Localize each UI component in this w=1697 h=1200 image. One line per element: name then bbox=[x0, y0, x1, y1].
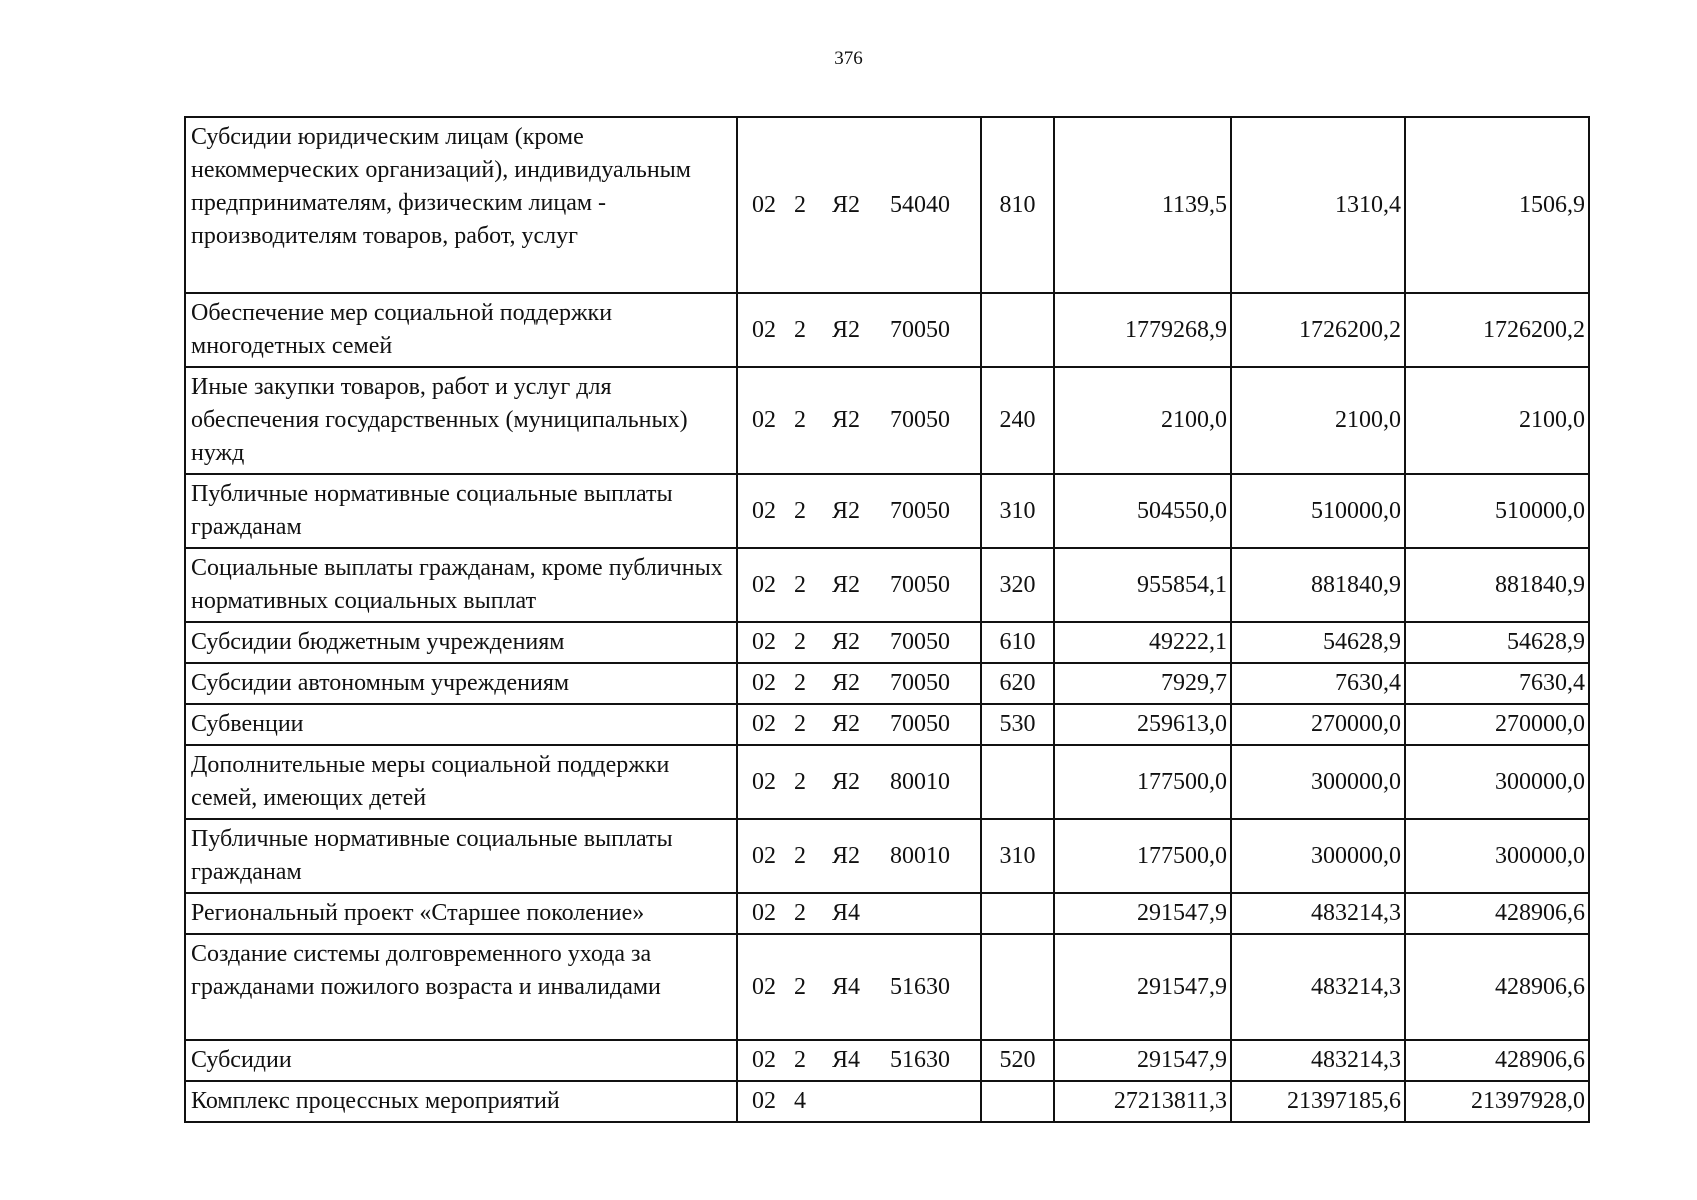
code-part-c4: 70050 bbox=[890, 571, 950, 598]
code-part-c3: Я2 bbox=[832, 407, 861, 433]
row-name: Региональный проект «Старшее поколение» bbox=[185, 893, 737, 934]
code-part-c2: 2 bbox=[794, 571, 806, 598]
table-row bbox=[185, 117, 1589, 293]
row-expense-type bbox=[981, 1081, 1054, 1122]
row-name: Комплекс процессных мероприятий bbox=[185, 1081, 737, 1122]
code-part-c3: Я2 bbox=[832, 497, 861, 524]
code-part-c1: 02 bbox=[752, 1047, 776, 1073]
row-code bbox=[737, 893, 981, 934]
code-part-c3: Я2 bbox=[832, 768, 861, 795]
row-value-2: 7630,4 bbox=[1231, 663, 1405, 704]
code-part-c4: 80010 bbox=[890, 842, 950, 869]
code-part-c4: 54040 bbox=[890, 191, 950, 218]
row-name: Субсидии юридическим лицам (кроме некоммерческих организаций), индивидуальным предпринимателям, физическим лицам - производителям товаров, работ, услуг bbox=[185, 117, 737, 293]
row-code bbox=[737, 1081, 981, 1122]
budget-table-body bbox=[185, 117, 1589, 1122]
row-value-1: 49222,1 bbox=[1054, 622, 1231, 663]
row-value-2: 2100,0 bbox=[1231, 367, 1405, 474]
row-value-1: 177500,0 bbox=[1054, 819, 1231, 893]
code-part-c1: 02 bbox=[752, 497, 776, 524]
row-code bbox=[737, 548, 981, 622]
table-row bbox=[185, 934, 1589, 1040]
row-code bbox=[737, 745, 981, 819]
table-row bbox=[185, 293, 1589, 367]
row-name: Социальные выплаты гражданам, кроме публичных нормативных социальных выплат bbox=[185, 548, 737, 622]
code-part-c4: 70050 bbox=[890, 629, 950, 655]
row-expense-type: 620 bbox=[981, 663, 1054, 704]
row-value-3: 428906,6 bbox=[1405, 893, 1589, 934]
code-part-c1: 02 bbox=[752, 973, 776, 1000]
code-part-c2: 4 bbox=[794, 1088, 806, 1114]
row-value-2: 483214,3 bbox=[1231, 893, 1405, 934]
code-part-c3: Я2 bbox=[832, 842, 861, 869]
row-value-3: 300000,0 bbox=[1405, 819, 1589, 893]
table-row bbox=[185, 819, 1589, 893]
row-value-3: 2100,0 bbox=[1405, 367, 1589, 474]
row-name: Публичные нормативные социальные выплаты гражданам bbox=[185, 474, 737, 548]
row-value-2: 1726200,2 bbox=[1231, 293, 1405, 367]
table-row bbox=[185, 474, 1589, 548]
row-value-2: 300000,0 bbox=[1231, 819, 1405, 893]
code-part-c3: Я4 bbox=[832, 900, 861, 926]
code-part-c1: 02 bbox=[752, 571, 776, 598]
code-part-c4: 70050 bbox=[890, 497, 950, 524]
row-value-2: 270000,0 bbox=[1231, 704, 1405, 745]
table-row bbox=[185, 1081, 1589, 1122]
code-part-c4: 70050 bbox=[890, 670, 950, 696]
row-code bbox=[737, 474, 981, 548]
code-part-c4: 51630 bbox=[890, 1047, 950, 1073]
row-value-1: 7929,7 bbox=[1054, 663, 1231, 704]
table-row bbox=[185, 367, 1589, 474]
row-value-2: 1310,4 bbox=[1231, 117, 1405, 293]
row-value-2: 483214,3 bbox=[1231, 934, 1405, 1040]
row-value-3: 428906,6 bbox=[1405, 1040, 1589, 1081]
row-value-1: 259613,0 bbox=[1054, 704, 1231, 745]
row-name: Субсидии автономным учреждениям bbox=[185, 663, 737, 704]
row-name: Субсидии бюджетным учреждениям bbox=[185, 622, 737, 663]
row-expense-type: 610 bbox=[981, 622, 1054, 663]
table-row bbox=[185, 548, 1589, 622]
row-value-1: 504550,0 bbox=[1054, 474, 1231, 548]
row-value-2: 21397185,6 bbox=[1231, 1081, 1405, 1122]
row-expense-type: 240 bbox=[981, 367, 1054, 474]
code-part-c1: 02 bbox=[752, 629, 776, 655]
row-value-2: 510000,0 bbox=[1231, 474, 1405, 548]
row-expense-type bbox=[981, 934, 1054, 1040]
row-expense-type bbox=[981, 293, 1054, 367]
row-code bbox=[737, 704, 981, 745]
code-part-c3: Я2 bbox=[832, 571, 861, 598]
code-part-c1: 02 bbox=[752, 1088, 776, 1114]
row-expense-type bbox=[981, 893, 1054, 934]
row-expense-type: 520 bbox=[981, 1040, 1054, 1081]
row-value-1: 955854,1 bbox=[1054, 548, 1231, 622]
code-part-c4: 51630 bbox=[890, 973, 950, 1000]
table-row bbox=[185, 663, 1589, 704]
code-part-c2: 2 bbox=[794, 497, 806, 524]
row-name: Создание системы долговременного ухода за гражданами пожилого возраста и инвалидами bbox=[185, 934, 737, 1040]
row-code bbox=[737, 622, 981, 663]
code-part-c2: 2 bbox=[794, 1047, 806, 1073]
row-code bbox=[737, 663, 981, 704]
code-part-c2: 2 bbox=[794, 973, 806, 1000]
row-value-1: 27213811,3 bbox=[1054, 1081, 1231, 1122]
row-value-3: 21397928,0 bbox=[1405, 1081, 1589, 1122]
row-name: Обеспечение мер социальной поддержки многодетных семей bbox=[185, 293, 737, 367]
row-value-1: 291547,9 bbox=[1054, 893, 1231, 934]
row-value-2: 881840,9 bbox=[1231, 548, 1405, 622]
row-value-1: 2100,0 bbox=[1054, 367, 1231, 474]
row-code bbox=[737, 1040, 981, 1081]
row-name: Дополнительные меры социальной поддержки семей, имеющих детей bbox=[185, 745, 737, 819]
code-part-c4: 70050 bbox=[890, 407, 950, 433]
row-value-2: 483214,3 bbox=[1231, 1040, 1405, 1081]
row-value-3: 1506,9 bbox=[1405, 117, 1589, 293]
code-part-c3: Я2 bbox=[832, 191, 861, 218]
row-name: Субвенции bbox=[185, 704, 737, 745]
row-value-3: 300000,0 bbox=[1405, 745, 1589, 819]
row-code bbox=[737, 367, 981, 474]
row-expense-type: 320 bbox=[981, 548, 1054, 622]
row-value-3: 270000,0 bbox=[1405, 704, 1589, 745]
code-part-c2: 2 bbox=[794, 711, 806, 737]
row-value-3: 510000,0 bbox=[1405, 474, 1589, 548]
row-expense-type: 810 bbox=[981, 117, 1054, 293]
row-value-1: 291547,9 bbox=[1054, 1040, 1231, 1081]
row-code bbox=[737, 934, 981, 1040]
row-expense-type bbox=[981, 745, 1054, 819]
code-part-c3: Я2 bbox=[832, 711, 861, 737]
row-value-3: 7630,4 bbox=[1405, 663, 1589, 704]
row-expense-type: 310 bbox=[981, 819, 1054, 893]
code-part-c3: Я2 bbox=[832, 629, 861, 655]
page-number: 376 bbox=[834, 48, 863, 69]
row-value-1: 177500,0 bbox=[1054, 745, 1231, 819]
code-part-c1: 02 bbox=[752, 407, 776, 433]
budget-table bbox=[184, 116, 1590, 1123]
row-value-3: 1726200,2 bbox=[1405, 293, 1589, 367]
row-value-2: 54628,9 bbox=[1231, 622, 1405, 663]
row-code bbox=[737, 293, 981, 367]
table-row bbox=[185, 1040, 1589, 1081]
row-value-2: 300000,0 bbox=[1231, 745, 1405, 819]
row-name: Субсидии bbox=[185, 1040, 737, 1081]
code-part-c1: 02 bbox=[752, 900, 776, 926]
row-value-3: 881840,9 bbox=[1405, 548, 1589, 622]
code-part-c3: Я4 bbox=[832, 973, 861, 1000]
code-part-c2: 2 bbox=[794, 768, 806, 795]
code-part-c3: Я2 bbox=[832, 316, 861, 343]
code-part-c2: 2 bbox=[794, 842, 806, 869]
code-part-c1: 02 bbox=[752, 842, 776, 869]
code-part-c2: 2 bbox=[794, 407, 806, 433]
row-expense-type: 530 bbox=[981, 704, 1054, 745]
code-part-c1: 02 bbox=[752, 768, 776, 795]
row-value-1: 1139,5 bbox=[1054, 117, 1231, 293]
row-value-1: 1779268,9 bbox=[1054, 293, 1231, 367]
code-part-c2: 2 bbox=[794, 191, 806, 218]
table-row bbox=[185, 622, 1589, 663]
table-row bbox=[185, 704, 1589, 745]
table-row bbox=[185, 745, 1589, 819]
code-part-c2: 2 bbox=[794, 629, 806, 655]
row-value-3: 428906,6 bbox=[1405, 934, 1589, 1040]
code-part-c4: 80010 bbox=[890, 768, 950, 795]
row-name: Иные закупки товаров, работ и услуг для обеспечения государственных (муниципальных) нужд bbox=[185, 367, 737, 474]
code-part-c1: 02 bbox=[752, 316, 776, 343]
row-expense-type: 310 bbox=[981, 474, 1054, 548]
row-value-3: 54628,9 bbox=[1405, 622, 1589, 663]
code-part-c1: 02 bbox=[752, 670, 776, 696]
code-part-c2: 2 bbox=[794, 900, 806, 926]
code-part-c4: 70050 bbox=[890, 711, 950, 737]
code-part-c3: Я4 bbox=[832, 1047, 861, 1073]
row-name: Публичные нормативные социальные выплаты гражданам bbox=[185, 819, 737, 893]
row-code bbox=[737, 819, 981, 893]
row-code bbox=[737, 117, 981, 293]
row-value-1: 291547,9 bbox=[1054, 934, 1231, 1040]
code-part-c1: 02 bbox=[752, 711, 776, 737]
code-part-c1: 02 bbox=[752, 191, 776, 218]
code-part-c4: 70050 bbox=[890, 316, 950, 343]
code-part-c3: Я2 bbox=[832, 670, 861, 696]
table-row bbox=[185, 893, 1589, 934]
code-part-c2: 2 bbox=[794, 316, 806, 343]
code-part-c2: 2 bbox=[794, 670, 806, 696]
